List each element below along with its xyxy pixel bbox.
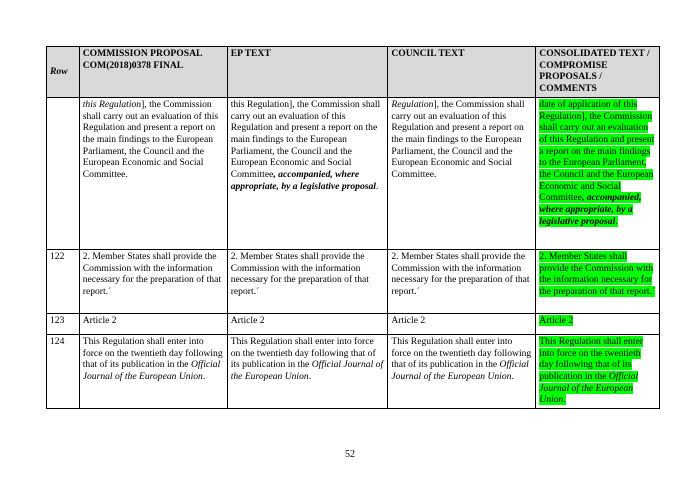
- table-row: [47, 313, 660, 334]
- row-number: 123: [47, 313, 80, 334]
- table-row: [47, 334, 660, 408]
- ep-cell: This Regulation shall enter into force on the twentieth day following that of its publication in the Official Journal of the European Union.: [227, 334, 388, 408]
- header-row-number: Row: [47, 47, 80, 98]
- header-council: COUNCIL TEXT: [388, 47, 536, 98]
- header-ep: EP TEXT: [227, 47, 388, 98]
- commission-cell: this Regulation], the Commission shall carry out an evaluation of this Regulation and present a report on the main findings to the European Parliament, the Council and the European Economic and Social Committee.: [79, 97, 227, 249]
- row-number: 124: [47, 334, 80, 408]
- consolidated-cell: Article 2: [536, 313, 660, 334]
- council-cell: 2. Member States shall provide the Commission with the information necessary for the preparation of that report.´: [388, 249, 536, 313]
- ep-cell: this Regulation], the Commission shall carry out an evaluation of this Regulation and present a report on the main findings to the European Parliament, the Council and the European Economic and Social Committee, accompanied, where appropriate, by a legislative proposal.: [227, 97, 388, 249]
- commission-cell: This Regulation shall enter into force on the twentieth day following that of its publication in the Official Journal of the European Union.: [79, 334, 227, 408]
- ep-cell: 2. Member States shall provide the Commission with the information necessary for the preparation of that report.´: [227, 249, 388, 313]
- council-cell: Article 2: [388, 313, 536, 334]
- table-row: [47, 97, 660, 249]
- page-number: 52: [345, 449, 355, 460]
- row-number: [47, 97, 80, 249]
- header-consolidated: CONSOLIDATED TEXT / COMPROMISE PROPOSALS / COMMENTS: [536, 47, 660, 98]
- consolidated-cell: This Regulation shall enter into force on the twentieth day following that of its publication in the Official Journal of the European Union.: [536, 334, 660, 408]
- table-row: [47, 249, 660, 313]
- row-number: 122: [47, 249, 80, 313]
- ep-cell: Article 2: [227, 313, 388, 334]
- commission-cell: 2. Member States shall provide the Commission with the information necessary for the preparation of that report.´: [79, 249, 227, 313]
- consolidated-cell: 2. Member States shall provide the Commission with the information necessary for the preparation of that report.´: [536, 249, 660, 313]
- header-row: [47, 47, 660, 98]
- consolidated-cell: date of application of this Regulation], the Commission shall carry out an evaluation of this Regulation and present a report on the main findings to the European Parliament, the Council and the European Economic and Social Committee, accompanied, where appropriate, by a legislative proposal.: [536, 97, 660, 249]
- commission-cell: Article 2: [79, 313, 227, 334]
- council-cell: This Regulation shall enter into force on the twentieth day following that of its publication in the Official Journal of the European Union.: [388, 334, 536, 408]
- header-commission: COMMISSION PROPOSAL COM(2018)0378 FINAL: [79, 47, 227, 98]
- comparison-table: [46, 46, 660, 409]
- council-cell: Regulation], the Commission shall carry out an evaluation of this Regulation and present a report on the main findings to the European Parliament, the Council and the European Economic and Social Committee.: [388, 97, 536, 249]
